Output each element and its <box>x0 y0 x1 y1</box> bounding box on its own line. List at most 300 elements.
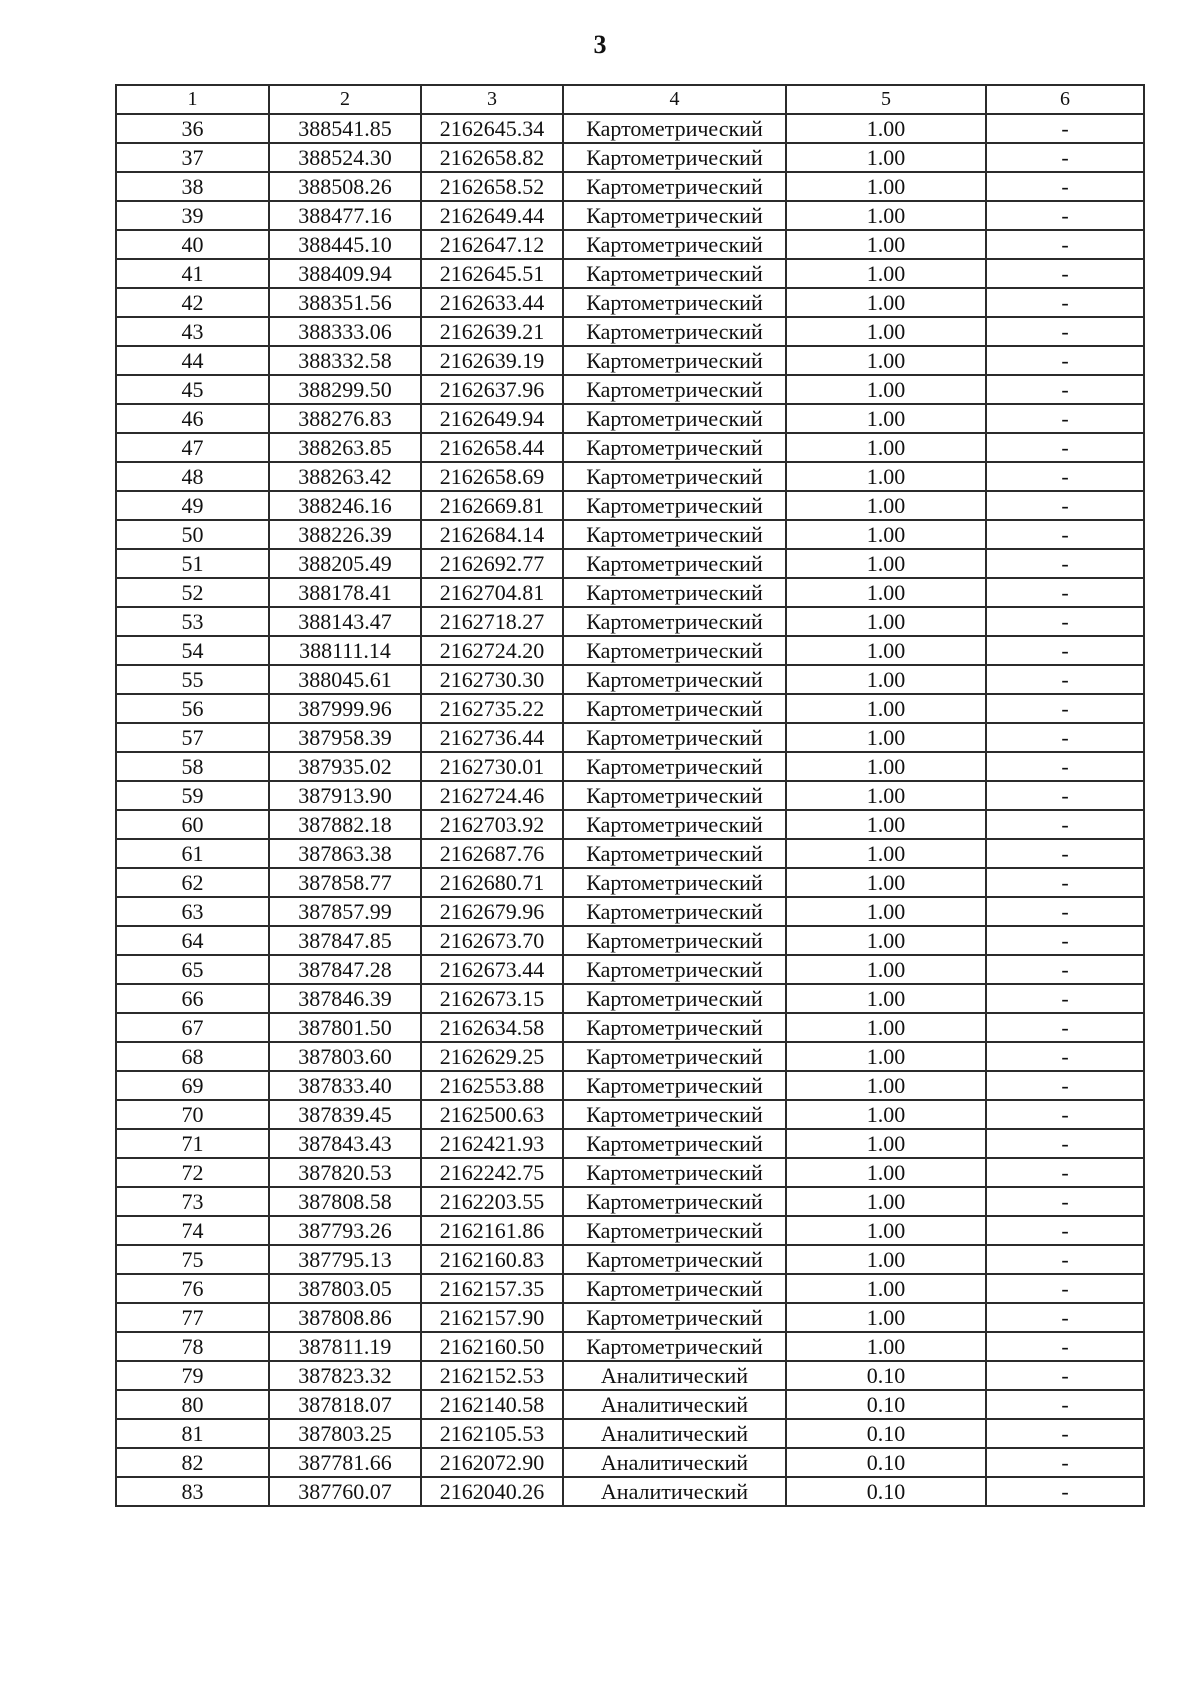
x-coordinate-cell: 388246.16 <box>269 491 421 520</box>
table-row <box>116 1100 1144 1129</box>
table-row <box>116 1274 1144 1303</box>
x-coordinate-cell: 388409.94 <box>269 259 421 288</box>
point-number-cell: 41 <box>116 259 269 288</box>
table-row <box>116 404 1144 433</box>
table-row <box>116 1042 1144 1071</box>
x-coordinate-cell: 388445.10 <box>269 230 421 259</box>
accuracy-cell: 1.00 <box>786 897 986 926</box>
y-coordinate-cell: 2162704.81 <box>421 578 563 607</box>
method-cell: Картометрический <box>563 1187 786 1216</box>
column-header: 1 <box>116 85 269 114</box>
accuracy-cell: 1.00 <box>786 1071 986 1100</box>
y-coordinate-cell: 2162673.70 <box>421 926 563 955</box>
y-coordinate-cell: 2162645.51 <box>421 259 563 288</box>
note-cell: - <box>986 1448 1144 1477</box>
table-row <box>116 1013 1144 1042</box>
point-number-cell: 58 <box>116 752 269 781</box>
note-cell: - <box>986 868 1144 897</box>
accuracy-cell: 1.00 <box>786 868 986 897</box>
note-cell: - <box>986 1419 1144 1448</box>
note-cell: - <box>986 694 1144 723</box>
note-cell: - <box>986 984 1144 1013</box>
coordinates-table-body <box>116 85 1144 1506</box>
table-row <box>116 491 1144 520</box>
method-cell: Картометрический <box>563 491 786 520</box>
x-coordinate-cell: 388333.06 <box>269 317 421 346</box>
note-cell: - <box>986 1158 1144 1187</box>
table-row <box>116 781 1144 810</box>
table-row <box>116 897 1144 926</box>
accuracy-cell: 1.00 <box>786 346 986 375</box>
y-coordinate-cell: 2162658.44 <box>421 433 563 462</box>
table-row <box>116 1071 1144 1100</box>
method-cell: Картометрический <box>563 1245 786 1274</box>
y-coordinate-cell: 2162157.35 <box>421 1274 563 1303</box>
method-cell: Аналитический <box>563 1419 786 1448</box>
y-coordinate-cell: 2162160.83 <box>421 1245 563 1274</box>
method-cell: Картометрический <box>563 752 786 781</box>
accuracy-cell: 1.00 <box>786 549 986 578</box>
method-cell: Картометрический <box>563 781 786 810</box>
y-coordinate-cell: 2162735.22 <box>421 694 563 723</box>
point-number-cell: 80 <box>116 1390 269 1419</box>
x-coordinate-cell: 388477.16 <box>269 201 421 230</box>
note-cell: - <box>986 520 1144 549</box>
y-coordinate-cell: 2162629.25 <box>421 1042 563 1071</box>
y-coordinate-cell: 2162658.82 <box>421 143 563 172</box>
accuracy-cell: 1.00 <box>786 230 986 259</box>
accuracy-cell: 1.00 <box>786 201 986 230</box>
point-number-cell: 64 <box>116 926 269 955</box>
point-number-cell: 36 <box>116 114 269 143</box>
method-cell: Аналитический <box>563 1477 786 1506</box>
x-coordinate-cell: 388541.85 <box>269 114 421 143</box>
accuracy-cell: 1.00 <box>786 578 986 607</box>
y-coordinate-cell: 2162140.58 <box>421 1390 563 1419</box>
y-coordinate-cell: 2162684.14 <box>421 520 563 549</box>
method-cell: Картометрический <box>563 346 786 375</box>
accuracy-cell: 1.00 <box>786 1100 986 1129</box>
point-number-cell: 42 <box>116 288 269 317</box>
point-number-cell: 63 <box>116 897 269 926</box>
accuracy-cell: 1.00 <box>786 1042 986 1071</box>
accuracy-cell: 1.00 <box>786 114 986 143</box>
x-coordinate-cell: 388263.42 <box>269 462 421 491</box>
point-number-cell: 59 <box>116 781 269 810</box>
accuracy-cell: 1.00 <box>786 1245 986 1274</box>
y-coordinate-cell: 2162687.76 <box>421 839 563 868</box>
x-coordinate-cell: 388508.26 <box>269 172 421 201</box>
note-cell: - <box>986 172 1144 201</box>
point-number-cell: 56 <box>116 694 269 723</box>
accuracy-cell: 1.00 <box>786 491 986 520</box>
accuracy-cell: 1.00 <box>786 259 986 288</box>
method-cell: Картометрический <box>563 839 786 868</box>
point-number-cell: 40 <box>116 230 269 259</box>
note-cell: - <box>986 433 1144 462</box>
method-cell: Картометрический <box>563 1100 786 1129</box>
column-header: 6 <box>986 85 1144 114</box>
table-row <box>116 955 1144 984</box>
note-cell: - <box>986 143 1144 172</box>
method-cell: Картометрический <box>563 230 786 259</box>
table-row <box>116 1477 1144 1506</box>
note-cell: - <box>986 723 1144 752</box>
accuracy-cell: 1.00 <box>786 375 986 404</box>
table-row <box>116 839 1144 868</box>
accuracy-cell: 1.00 <box>786 636 986 665</box>
table-row <box>116 259 1144 288</box>
method-cell: Картометрический <box>563 665 786 694</box>
accuracy-cell: 1.00 <box>786 520 986 549</box>
x-coordinate-cell: 388226.39 <box>269 520 421 549</box>
method-cell: Картометрический <box>563 462 786 491</box>
point-number-cell: 61 <box>116 839 269 868</box>
y-coordinate-cell: 2162645.34 <box>421 114 563 143</box>
y-coordinate-cell: 2162639.21 <box>421 317 563 346</box>
method-cell: Картометрический <box>563 607 786 636</box>
point-number-cell: 69 <box>116 1071 269 1100</box>
x-coordinate-cell: 387803.05 <box>269 1274 421 1303</box>
accuracy-cell: 0.10 <box>786 1448 986 1477</box>
x-coordinate-cell: 387793.26 <box>269 1216 421 1245</box>
table-row <box>116 114 1144 143</box>
point-number-cell: 78 <box>116 1332 269 1361</box>
accuracy-cell: 1.00 <box>786 723 986 752</box>
table-row <box>116 346 1144 375</box>
table-row <box>116 1390 1144 1419</box>
x-coordinate-cell: 388524.30 <box>269 143 421 172</box>
coordinates-table <box>115 84 1145 1507</box>
table-row <box>116 433 1144 462</box>
table-row <box>116 926 1144 955</box>
y-coordinate-cell: 2162658.52 <box>421 172 563 201</box>
accuracy-cell: 1.00 <box>786 1129 986 1158</box>
point-number-cell: 54 <box>116 636 269 665</box>
accuracy-cell: 1.00 <box>786 781 986 810</box>
y-coordinate-cell: 2162633.44 <box>421 288 563 317</box>
point-number-cell: 38 <box>116 172 269 201</box>
accuracy-cell: 1.00 <box>786 955 986 984</box>
method-cell: Картометрический <box>563 520 786 549</box>
table-row <box>116 694 1144 723</box>
method-cell: Аналитический <box>563 1361 786 1390</box>
note-cell: - <box>986 1100 1144 1129</box>
x-coordinate-cell: 387808.58 <box>269 1187 421 1216</box>
point-number-cell: 49 <box>116 491 269 520</box>
note-cell: - <box>986 1477 1144 1506</box>
method-cell: Картометрический <box>563 317 786 346</box>
note-cell: - <box>986 752 1144 781</box>
y-coordinate-cell: 2162072.90 <box>421 1448 563 1477</box>
y-coordinate-cell: 2162637.96 <box>421 375 563 404</box>
accuracy-cell: 1.00 <box>786 1303 986 1332</box>
x-coordinate-cell: 388276.83 <box>269 404 421 433</box>
note-cell: - <box>986 317 1144 346</box>
table-row <box>116 752 1144 781</box>
column-header: 5 <box>786 85 986 114</box>
method-cell: Картометрический <box>563 1158 786 1187</box>
accuracy-cell: 1.00 <box>786 317 986 346</box>
y-coordinate-cell: 2162692.77 <box>421 549 563 578</box>
y-coordinate-cell: 2162500.63 <box>421 1100 563 1129</box>
y-coordinate-cell: 2162724.46 <box>421 781 563 810</box>
x-coordinate-cell: 387858.77 <box>269 868 421 897</box>
point-number-cell: 45 <box>116 375 269 404</box>
table-row <box>116 1303 1144 1332</box>
note-cell: - <box>986 665 1144 694</box>
point-number-cell: 66 <box>116 984 269 1013</box>
note-cell: - <box>986 839 1144 868</box>
note-cell: - <box>986 1303 1144 1332</box>
accuracy-cell: 1.00 <box>786 607 986 636</box>
x-coordinate-cell: 388143.47 <box>269 607 421 636</box>
x-coordinate-cell: 387847.85 <box>269 926 421 955</box>
table-row <box>116 665 1144 694</box>
method-cell: Картометрический <box>563 172 786 201</box>
note-cell: - <box>986 491 1144 520</box>
method-cell: Картометрический <box>563 375 786 404</box>
y-coordinate-cell: 2162649.94 <box>421 404 563 433</box>
accuracy-cell: 1.00 <box>786 1158 986 1187</box>
accuracy-cell: 1.00 <box>786 1187 986 1216</box>
method-cell: Картометрический <box>563 114 786 143</box>
note-cell: - <box>986 375 1144 404</box>
point-number-cell: 48 <box>116 462 269 491</box>
point-number-cell: 46 <box>116 404 269 433</box>
y-coordinate-cell: 2162679.96 <box>421 897 563 926</box>
point-number-cell: 50 <box>116 520 269 549</box>
point-number-cell: 47 <box>116 433 269 462</box>
note-cell: - <box>986 955 1144 984</box>
method-cell: Картометрический <box>563 1274 786 1303</box>
y-coordinate-cell: 2162639.19 <box>421 346 563 375</box>
note-cell: - <box>986 607 1144 636</box>
method-cell: Картометрический <box>563 723 786 752</box>
y-coordinate-cell: 2162553.88 <box>421 1071 563 1100</box>
x-coordinate-cell: 387803.60 <box>269 1042 421 1071</box>
point-number-cell: 73 <box>116 1187 269 1216</box>
y-coordinate-cell: 2162040.26 <box>421 1477 563 1506</box>
point-number-cell: 39 <box>116 201 269 230</box>
y-coordinate-cell: 2162152.53 <box>421 1361 563 1390</box>
point-number-cell: 75 <box>116 1245 269 1274</box>
point-number-cell: 76 <box>116 1274 269 1303</box>
table-row <box>116 984 1144 1013</box>
method-cell: Картометрический <box>563 955 786 984</box>
note-cell: - <box>986 114 1144 143</box>
note-cell: - <box>986 1042 1144 1071</box>
note-cell: - <box>986 201 1144 230</box>
y-coordinate-cell: 2162703.92 <box>421 810 563 839</box>
x-coordinate-cell: 387818.07 <box>269 1390 421 1419</box>
x-coordinate-cell: 388351.56 <box>269 288 421 317</box>
method-cell: Картометрический <box>563 1332 786 1361</box>
method-cell: Картометрический <box>563 143 786 172</box>
method-cell: Картометрический <box>563 404 786 433</box>
note-cell: - <box>986 1274 1144 1303</box>
point-number-cell: 70 <box>116 1100 269 1129</box>
point-number-cell: 51 <box>116 549 269 578</box>
point-number-cell: 79 <box>116 1361 269 1390</box>
accuracy-cell: 1.00 <box>786 1274 986 1303</box>
x-coordinate-cell: 387801.50 <box>269 1013 421 1042</box>
point-number-cell: 67 <box>116 1013 269 1042</box>
x-coordinate-cell: 387781.66 <box>269 1448 421 1477</box>
y-coordinate-cell: 2162649.44 <box>421 201 563 230</box>
table-row <box>116 549 1144 578</box>
x-coordinate-cell: 387811.19 <box>269 1332 421 1361</box>
accuracy-cell: 1.00 <box>786 404 986 433</box>
table-row <box>116 1245 1144 1274</box>
method-cell: Картометрический <box>563 1071 786 1100</box>
y-coordinate-cell: 2162680.71 <box>421 868 563 897</box>
x-coordinate-cell: 388205.49 <box>269 549 421 578</box>
note-cell: - <box>986 1129 1144 1158</box>
accuracy-cell: 1.00 <box>786 984 986 1013</box>
table-header-row <box>116 85 1144 114</box>
table-row <box>116 288 1144 317</box>
accuracy-cell: 1.00 <box>786 172 986 201</box>
x-coordinate-cell: 387935.02 <box>269 752 421 781</box>
point-number-cell: 44 <box>116 346 269 375</box>
x-coordinate-cell: 388332.58 <box>269 346 421 375</box>
note-cell: - <box>986 1361 1144 1390</box>
y-coordinate-cell: 2162730.01 <box>421 752 563 781</box>
page-number: 3 <box>593 30 607 59</box>
method-cell: Картометрический <box>563 926 786 955</box>
y-coordinate-cell: 2162669.81 <box>421 491 563 520</box>
table-row <box>116 868 1144 897</box>
point-number-cell: 60 <box>116 810 269 839</box>
point-number-cell: 62 <box>116 868 269 897</box>
y-coordinate-cell: 2162421.93 <box>421 1129 563 1158</box>
accuracy-cell: 1.00 <box>786 810 986 839</box>
y-coordinate-cell: 2162203.55 <box>421 1187 563 1216</box>
note-cell: - <box>986 781 1144 810</box>
table-row <box>116 1419 1144 1448</box>
x-coordinate-cell: 387863.38 <box>269 839 421 868</box>
x-coordinate-cell: 387803.25 <box>269 1419 421 1448</box>
table-row <box>116 1129 1144 1158</box>
point-number-cell: 68 <box>116 1042 269 1071</box>
method-cell: Картометрический <box>563 433 786 462</box>
method-cell: Картометрический <box>563 1129 786 1158</box>
accuracy-cell: 0.10 <box>786 1390 986 1419</box>
y-coordinate-cell: 2162718.27 <box>421 607 563 636</box>
x-coordinate-cell: 387999.96 <box>269 694 421 723</box>
y-coordinate-cell: 2162673.44 <box>421 955 563 984</box>
table-row <box>116 462 1144 491</box>
note-cell: - <box>986 404 1144 433</box>
table-row <box>116 1187 1144 1216</box>
point-number-cell: 53 <box>116 607 269 636</box>
accuracy-cell: 1.00 <box>786 1013 986 1042</box>
note-cell: - <box>986 346 1144 375</box>
x-coordinate-cell: 387839.45 <box>269 1100 421 1129</box>
y-coordinate-cell: 2162157.90 <box>421 1303 563 1332</box>
x-coordinate-cell: 388178.41 <box>269 578 421 607</box>
method-cell: Картометрический <box>563 259 786 288</box>
accuracy-cell: 1.00 <box>786 143 986 172</box>
y-coordinate-cell: 2162105.53 <box>421 1419 563 1448</box>
x-coordinate-cell: 388045.61 <box>269 665 421 694</box>
point-number-cell: 71 <box>116 1129 269 1158</box>
y-coordinate-cell: 2162160.50 <box>421 1332 563 1361</box>
note-cell: - <box>986 636 1144 665</box>
method-cell: Картометрический <box>563 549 786 578</box>
x-coordinate-cell: 387913.90 <box>269 781 421 810</box>
method-cell: Картометрический <box>563 810 786 839</box>
column-header: 4 <box>563 85 786 114</box>
note-cell: - <box>986 810 1144 839</box>
point-number-cell: 81 <box>116 1419 269 1448</box>
y-coordinate-cell: 2162658.69 <box>421 462 563 491</box>
table-row <box>116 230 1144 259</box>
table-row <box>116 1158 1144 1187</box>
point-number-cell: 57 <box>116 723 269 752</box>
note-cell: - <box>986 578 1144 607</box>
x-coordinate-cell: 387847.28 <box>269 955 421 984</box>
table-row <box>116 201 1144 230</box>
note-cell: - <box>986 1187 1144 1216</box>
method-cell: Картометрический <box>563 897 786 926</box>
x-coordinate-cell: 387846.39 <box>269 984 421 1013</box>
y-coordinate-cell: 2162673.15 <box>421 984 563 1013</box>
note-cell: - <box>986 259 1144 288</box>
y-coordinate-cell: 2162634.58 <box>421 1013 563 1042</box>
accuracy-cell: 1.00 <box>786 694 986 723</box>
table-row <box>116 1332 1144 1361</box>
note-cell: - <box>986 897 1144 926</box>
accuracy-cell: 1.00 <box>786 288 986 317</box>
point-number-cell: 83 <box>116 1477 269 1506</box>
y-coordinate-cell: 2162161.86 <box>421 1216 563 1245</box>
table-row <box>116 375 1144 404</box>
table-row <box>116 636 1144 665</box>
y-coordinate-cell: 2162724.20 <box>421 636 563 665</box>
point-number-cell: 65 <box>116 955 269 984</box>
table-row <box>116 723 1144 752</box>
x-coordinate-cell: 387882.18 <box>269 810 421 839</box>
y-coordinate-cell: 2162730.30 <box>421 665 563 694</box>
accuracy-cell: 1.00 <box>786 665 986 694</box>
note-cell: - <box>986 230 1144 259</box>
x-coordinate-cell: 388299.50 <box>269 375 421 404</box>
accuracy-cell: 1.00 <box>786 433 986 462</box>
accuracy-cell: 1.00 <box>786 462 986 491</box>
method-cell: Картометрический <box>563 201 786 230</box>
note-cell: - <box>986 1071 1144 1100</box>
table-row <box>116 607 1144 636</box>
method-cell: Картометрический <box>563 694 786 723</box>
y-coordinate-cell: 2162647.12 <box>421 230 563 259</box>
method-cell: Картометрический <box>563 1042 786 1071</box>
column-header: 3 <box>421 85 563 114</box>
accuracy-cell: 1.00 <box>786 752 986 781</box>
table-row <box>116 1448 1144 1477</box>
table-row <box>116 143 1144 172</box>
method-cell: Картометрический <box>563 1216 786 1245</box>
method-cell: Аналитический <box>563 1448 786 1477</box>
note-cell: - <box>986 1390 1144 1419</box>
x-coordinate-cell: 388111.14 <box>269 636 421 665</box>
method-cell: Картометрический <box>563 868 786 897</box>
x-coordinate-cell: 387808.86 <box>269 1303 421 1332</box>
column-header: 2 <box>269 85 421 114</box>
point-number-cell: 55 <box>116 665 269 694</box>
x-coordinate-cell: 387843.43 <box>269 1129 421 1158</box>
